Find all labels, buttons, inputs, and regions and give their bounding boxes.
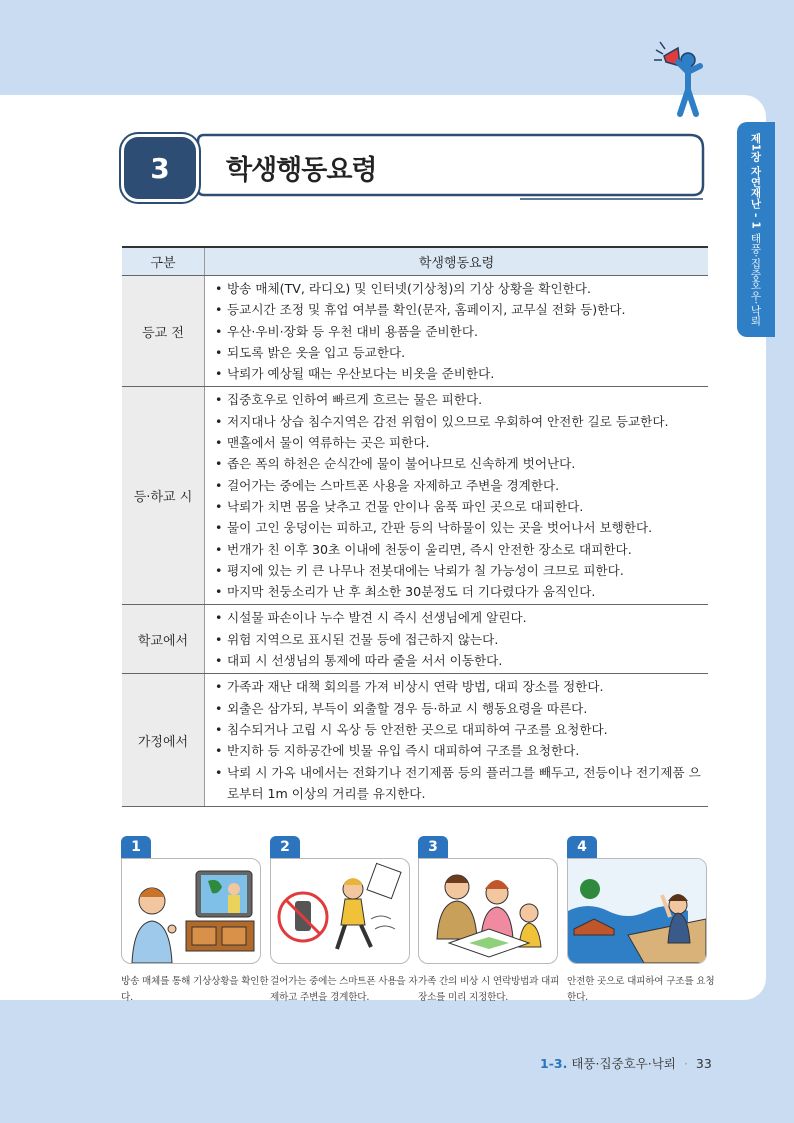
list-item: • 번개가 친 이후 30초 이내에 천둥이 울리면, 즉시 안전한 장소로 대피한다.	[213, 539, 702, 560]
card-caption: 안전한 곳으로 대피하여 구조를 요청한다.	[567, 976, 715, 1003]
row-category: 등·하교 시	[122, 387, 205, 605]
list-item: • 침수되거나 고립 시 옥상 등 안전한 곳으로 대피하여 구조를 요청한다.	[213, 719, 702, 740]
list-item: • 낙뢰 시 가옥 내에서는 전화기나 전기제품 등의 플러그를 빼두고, 전등이나 전기제품 으로부터 1m 이상의 거리를 유지한다.	[213, 762, 702, 805]
list-item: • 위험 지역으로 표시된 건물 등에 접근하지 않는다.	[213, 629, 702, 650]
card-number: 2	[270, 836, 300, 858]
side-tab-chapter: 제1장	[749, 132, 762, 163]
section-number: 3	[124, 137, 196, 199]
chapter-side-tab[interactable]	[737, 122, 775, 337]
list-item: • 우산·우비·장화 등 우천 대비 용품을 준비한다.	[213, 321, 702, 342]
list-item: • 되도록 밝은 옷을 입고 등교한다.	[213, 342, 702, 363]
table-row	[122, 605, 708, 674]
table-row	[122, 674, 708, 807]
list-item: • 가족과 재난 대책 회의를 가져 비상시 연락 방법, 대피 장소를 정한다.	[213, 676, 702, 697]
list-item: • 방송 매체(TV, 라디오) 및 인터넷(기상청)의 기상 상황을 확인한다.	[213, 278, 702, 299]
side-tab-topic: 태풍·집중호우·낙뢰	[749, 232, 762, 327]
footer-separator: ·	[683, 1056, 688, 1071]
footer-title: 태풍·집중호우·낙뢰	[571, 1056, 676, 1071]
card-number: 3	[418, 836, 448, 858]
side-tab-section: 자연재난 -	[749, 165, 762, 218]
list-item: • 낙뢰가 치면 몸을 낮추고 건물 안이나 움푹 파인 곳으로 대피한다.	[213, 496, 702, 517]
list-item: • 대피 시 선생님의 통제에 따라 줄을 서서 이동한다.	[213, 650, 702, 671]
page-number: 33	[695, 1056, 712, 1071]
list-item: • 좁은 폭의 하천은 순식간에 물이 불어나므로 신속하게 벗어난다.	[213, 453, 702, 474]
list-item: • 등교시간 조정 및 휴업 여부를 확인(문자, 홈페이지, 교무실 전화 등)한다.	[213, 299, 702, 320]
list-item: • 저지대나 상습 침수지역은 감전 위험이 있으므로 우회하여 안전한 길로 등교한다.	[213, 411, 702, 432]
card-caption: 가족 간의 비상 시 연락방법과 대피장소를 미리 지정한다.	[418, 976, 560, 1003]
card-caption: 방송 매체를 통해 기상상황을 확인한다.	[121, 976, 269, 1003]
row-category: 학교에서	[122, 605, 205, 674]
row-category: 등교 전	[122, 276, 205, 387]
list-item: • 외출은 삼가되, 부득이 외출할 경우 등·하교 시 행동요령을 따른다.	[213, 698, 702, 719]
footer-chapter: 1-3.	[540, 1056, 568, 1071]
row-category: 가정에서	[122, 674, 205, 807]
card-caption: 걸어가는 중에는 스마트폰 사용을 자제하고 주변을 경계한다.	[270, 976, 418, 1003]
list-item: • 마지막 천둥소리가 난 후 최소한 30분정도 더 기다렸다가 움직인다.	[213, 581, 702, 602]
list-item: • 낙뢰가 예상될 때는 우산보다는 비옷을 준비한다.	[213, 363, 702, 384]
table-row	[122, 276, 708, 387]
card-number: 1	[121, 836, 151, 858]
flood-evacuation-illustration	[567, 858, 707, 964]
no-smartphone-illustration	[270, 858, 410, 964]
student-action-table	[122, 246, 708, 807]
tv-weather-illustration	[121, 858, 261, 964]
list-item: • 평지에 있는 키 큰 나무나 전봇대에는 낙뢰가 칠 가능성이 크므로 피한다.	[213, 560, 702, 581]
header-category: 구분	[122, 247, 205, 276]
list-item: • 걸어가는 중에는 스마트폰 사용을 자제하고 주변을 경계한다.	[213, 475, 702, 496]
side-tab-num: 1	[749, 221, 762, 229]
megaphone-mascot-icon	[652, 38, 722, 118]
table-row	[122, 387, 708, 605]
page-footer	[540, 1054, 712, 1072]
list-item: • 반지하 등 지하공간에 빗물 유입 즉시 대피하여 구조를 요청한다.	[213, 740, 702, 761]
section-title: 학생행동요령	[226, 155, 377, 186]
list-item: • 시설물 파손이나 누수 발견 시 즉시 선생님에게 알린다.	[213, 607, 702, 628]
list-item: • 맨홀에서 물이 역류하는 곳은 피한다.	[213, 432, 702, 453]
card-number: 4	[567, 836, 597, 858]
list-item: • 물이 고인 웅덩이는 피하고, 간판 등의 낙하물이 있는 곳을 벗어나서 보행한다.	[213, 517, 702, 538]
family-meeting-illustration	[418, 858, 558, 964]
list-item: • 집중호우로 인하여 빠르게 흐르는 물은 피한다.	[213, 389, 702, 410]
header-actions: 학생행동요령	[205, 247, 709, 276]
